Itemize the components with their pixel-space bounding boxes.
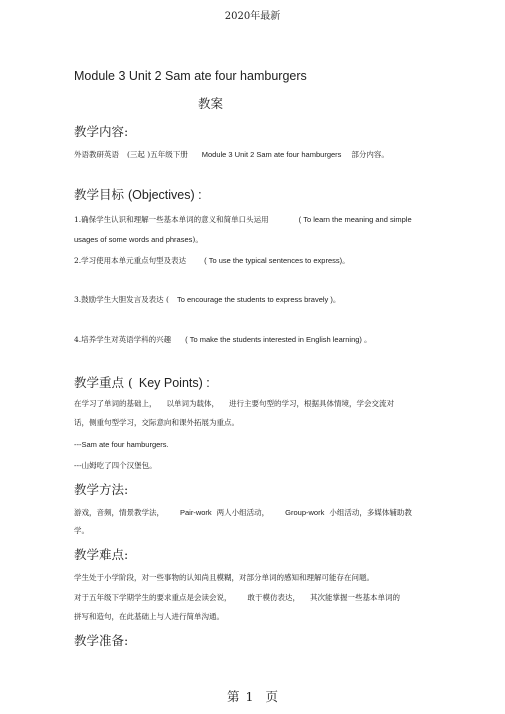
objective-1-zh: 1.确保学生认识和理解一些基本单词的意义和简单口头运用 — [74, 215, 269, 224]
objective-2-en: ( To use the typical sentences to express)。 — [204, 256, 350, 265]
objective-3-en: To encourage the students to express bravely )。 — [176, 295, 341, 304]
keypoints-line-4: ---山姆吃了四个汉堡包。 — [74, 461, 157, 470]
methods-line-2: 学。 — [74, 526, 89, 535]
difficulty-line-2a: 对于五年级下学期学生的要求重点是会读会说， — [74, 593, 232, 602]
objective-4-en: ( To make the students interested in English learning) 。 — [185, 335, 372, 344]
objectives-heading-en: (Objectives) : — [127, 188, 202, 202]
methods-line-1 — [74, 507, 412, 518]
keypoints-heading — [74, 373, 210, 391]
content-line-a: 外语教研英语 — [74, 150, 119, 159]
keypoints-line-1c: 进行主要句型的学习，根据具体情境，学会交流对 — [229, 399, 394, 408]
keypoints-line-3: ---Sam ate four hamburgers. — [74, 440, 169, 449]
page-footer-suffix: 页 — [265, 689, 278, 704]
objective-1-cont — [74, 234, 203, 245]
difficulty-line-2c: 其次能掌握一些基本单词的 — [310, 593, 400, 602]
difficulty-heading: 教学难点: — [74, 547, 129, 562]
difficulty-line-2 — [74, 592, 400, 603]
objective-1 — [74, 214, 412, 225]
objective-2-zh: 2.学习使用本单元重点句型及表达 — [74, 256, 187, 265]
difficulty-line-2b: 敢于模仿表达， — [247, 593, 300, 602]
keypoints-heading-zh: 教学重点 ( — [74, 375, 133, 390]
objective-3 — [74, 294, 340, 305]
objectives-heading-zh: 教学目标 — [74, 187, 128, 202]
content-heading: 教学内容: — [74, 124, 129, 139]
keypoints-line-1b: 以单词为载体， — [166, 399, 219, 408]
objective-3-zh: 3.鼓励学生大胆发言及表达 ( — [74, 295, 169, 304]
difficulty-line-1: 学生处于小学阶段，对一些事物的认知尚且模糊，对部分单词的感知和理解可能存在问题。 — [74, 573, 374, 582]
difficulty-line-3: 拼写和造句，在此基础上与人进行简单沟通。 — [74, 612, 224, 621]
objectives-heading — [74, 185, 202, 203]
objective-4 — [74, 334, 372, 345]
keypoints-line-1a: 在学习了单词的基础上， — [74, 399, 157, 408]
methods-line-1c: 两人小组活动， — [216, 508, 270, 517]
objective-2 — [74, 255, 350, 266]
content-line — [74, 149, 389, 160]
methods-line-1e: 小组活动，多媒体辅助教 — [329, 508, 412, 517]
methods-line-1d: Group-work — [285, 508, 325, 517]
content-line-d: 部分内容。 — [351, 150, 389, 159]
content-line-c: Module 3 Unit 2 Sam ate four hamburgers — [201, 150, 342, 159]
page-header: 2020年最新 — [224, 11, 281, 22]
methods-heading: 教学方法: — [74, 482, 129, 497]
methods-line-1a: 游戏，音频，情景教学法， — [74, 508, 164, 517]
document-subtitle: 教案 — [198, 96, 224, 111]
objective-4-zh: 4.培养学生对英语学科的兴趣 — [74, 335, 172, 344]
preparation-heading: 教学准备: — [74, 633, 129, 648]
page-number: 1 — [245, 689, 254, 704]
page-footer-prefix: 第 — [227, 689, 240, 704]
keypoints-heading-en: Key Points) : — [138, 376, 210, 390]
document-title: Module 3 Unit 2 Sam ate four hamburgers — [74, 69, 307, 83]
page-footer — [0, 687, 505, 705]
objective-1-en: ( To learn the meaning and simple — [298, 215, 412, 224]
objective-1-cont-en: usages of some words and phrases — [74, 235, 193, 244]
methods-line-1b: Pair-work — [180, 508, 212, 517]
keypoints-line-2: 话，侧重句型学习，交际意向和课外拓展为重点。 — [74, 418, 239, 427]
content-line-b: (三起 )五年级下册 — [127, 150, 188, 159]
keypoints-line-1 — [74, 398, 394, 409]
objective-1-cont-zh: )。 — [192, 235, 203, 244]
